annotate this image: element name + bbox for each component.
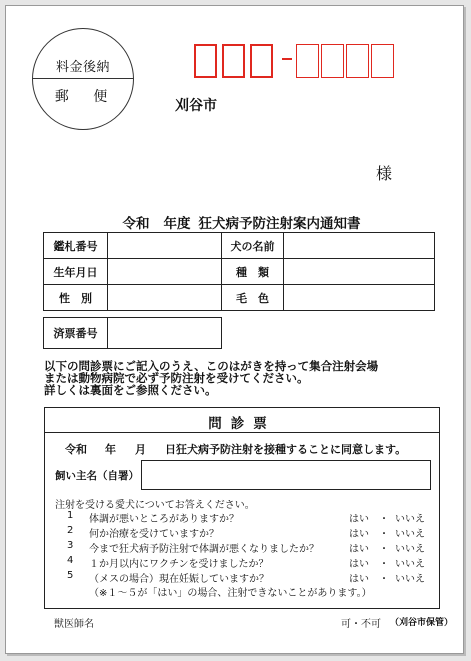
seal-text-top: 料金後納 [55, 60, 110, 75]
answer-no[interactable]: いいえ [395, 544, 425, 555]
seal-divider [33, 78, 133, 79]
notice-title [6, 212, 471, 232]
label-license-no: 鑑札番号 [44, 233, 108, 259]
answer-yes[interactable]: はい [349, 514, 369, 525]
postal-code-box[interactable] [250, 44, 273, 78]
answer-yes[interactable]: はい [349, 529, 369, 540]
question-item: 4 １か月以内にワクチンを受けましたか？ はい ・ いいえ [67, 555, 425, 570]
field-breed[interactable] [284, 259, 435, 285]
instructions: 以下の問診票にご記入のうえ、このはがきを持って集合注射会場 または動物病院で必ず予防注射を受けてください。 詳しくは裏面をご参照ください。 [44, 359, 379, 397]
retention-note: （刈谷市保管） [390, 618, 454, 628]
answer-yes[interactable]: はい [349, 544, 369, 555]
answer-no[interactable]: いいえ [395, 559, 425, 570]
consent-statement: 日狂犬病予防注射を接種することに同意します。 [165, 443, 407, 456]
label-tag-no: 済票番号 [44, 318, 108, 349]
label-coat-color: 毛 色 [222, 285, 284, 311]
answer-no[interactable]: いいえ [395, 574, 425, 585]
postal-code-box[interactable] [194, 44, 217, 78]
questionnaire-title: 問診票 [208, 416, 276, 432]
answer-yes[interactable]: はい [349, 574, 369, 585]
postal-code-box[interactable] [346, 44, 369, 78]
addressee-city: 刈谷市 [175, 98, 217, 114]
consent-year: 年 [105, 443, 116, 456]
title-era: 令和 [122, 216, 150, 232]
postage-paid-seal [32, 28, 134, 130]
seal-text-bottom: 郵 便 [54, 89, 118, 105]
consent-month: 月 [135, 443, 146, 456]
field-license-no[interactable] [108, 233, 222, 259]
label-sex: 性 別 [44, 285, 108, 311]
honorific-sama: 様 [376, 164, 393, 183]
postal-code-box[interactable] [296, 44, 319, 78]
postcard [5, 5, 464, 654]
answer-yes[interactable]: はい [349, 559, 369, 570]
approval-mark: 可・不可 [341, 619, 381, 630]
owner-signature-label: 飼い主名（自署） [55, 470, 139, 482]
tag-no-table [43, 317, 222, 349]
dog-info-table [43, 232, 435, 311]
answer-no[interactable]: いいえ [395, 514, 425, 525]
questionnaire-note: （※１～５が「はい」の場合、注射できないことがあります。） [89, 588, 372, 599]
question-item: 2 何か治療を受けていますか？ はい ・ いいえ [67, 525, 425, 540]
question-item: 5 （メスの場合）現在妊娠していますか？ はい ・ いいえ [67, 570, 425, 585]
answer-no[interactable]: いいえ [395, 529, 425, 540]
question-item: 1 体調が悪いところがありますか？ はい ・ いいえ [67, 510, 425, 525]
label-dog-name: 犬の名前 [222, 233, 284, 259]
divider [45, 432, 439, 433]
consent-era: 令和 [65, 443, 87, 456]
questions-lead: 注射を受ける愛犬についてお答えください。 [55, 500, 255, 511]
vet-name-label: 獣医師名 [54, 619, 94, 630]
label-breed: 種 類 [222, 259, 284, 285]
field-tag-no[interactable] [108, 318, 222, 349]
postal-code-box[interactable] [321, 44, 344, 78]
title-main: 狂犬病予防注射案内通知書 [198, 216, 361, 232]
question-item: 3 今まで狂犬病予防注射で体調が悪くなりましたか？ はい ・ いいえ [67, 540, 425, 555]
field-coat-color[interactable] [284, 285, 435, 311]
postal-code-dash [282, 58, 292, 60]
label-birthdate: 生年月日 [44, 259, 108, 285]
owner-signature-field[interactable] [141, 460, 431, 490]
field-dog-name[interactable] [284, 233, 435, 259]
title-year: 年度 [163, 216, 191, 232]
field-birthdate[interactable] [108, 259, 222, 285]
postal-code-box[interactable] [371, 44, 394, 78]
questionnaire [44, 407, 440, 609]
postal-code-box[interactable] [222, 44, 245, 78]
field-sex[interactable] [108, 285, 222, 311]
